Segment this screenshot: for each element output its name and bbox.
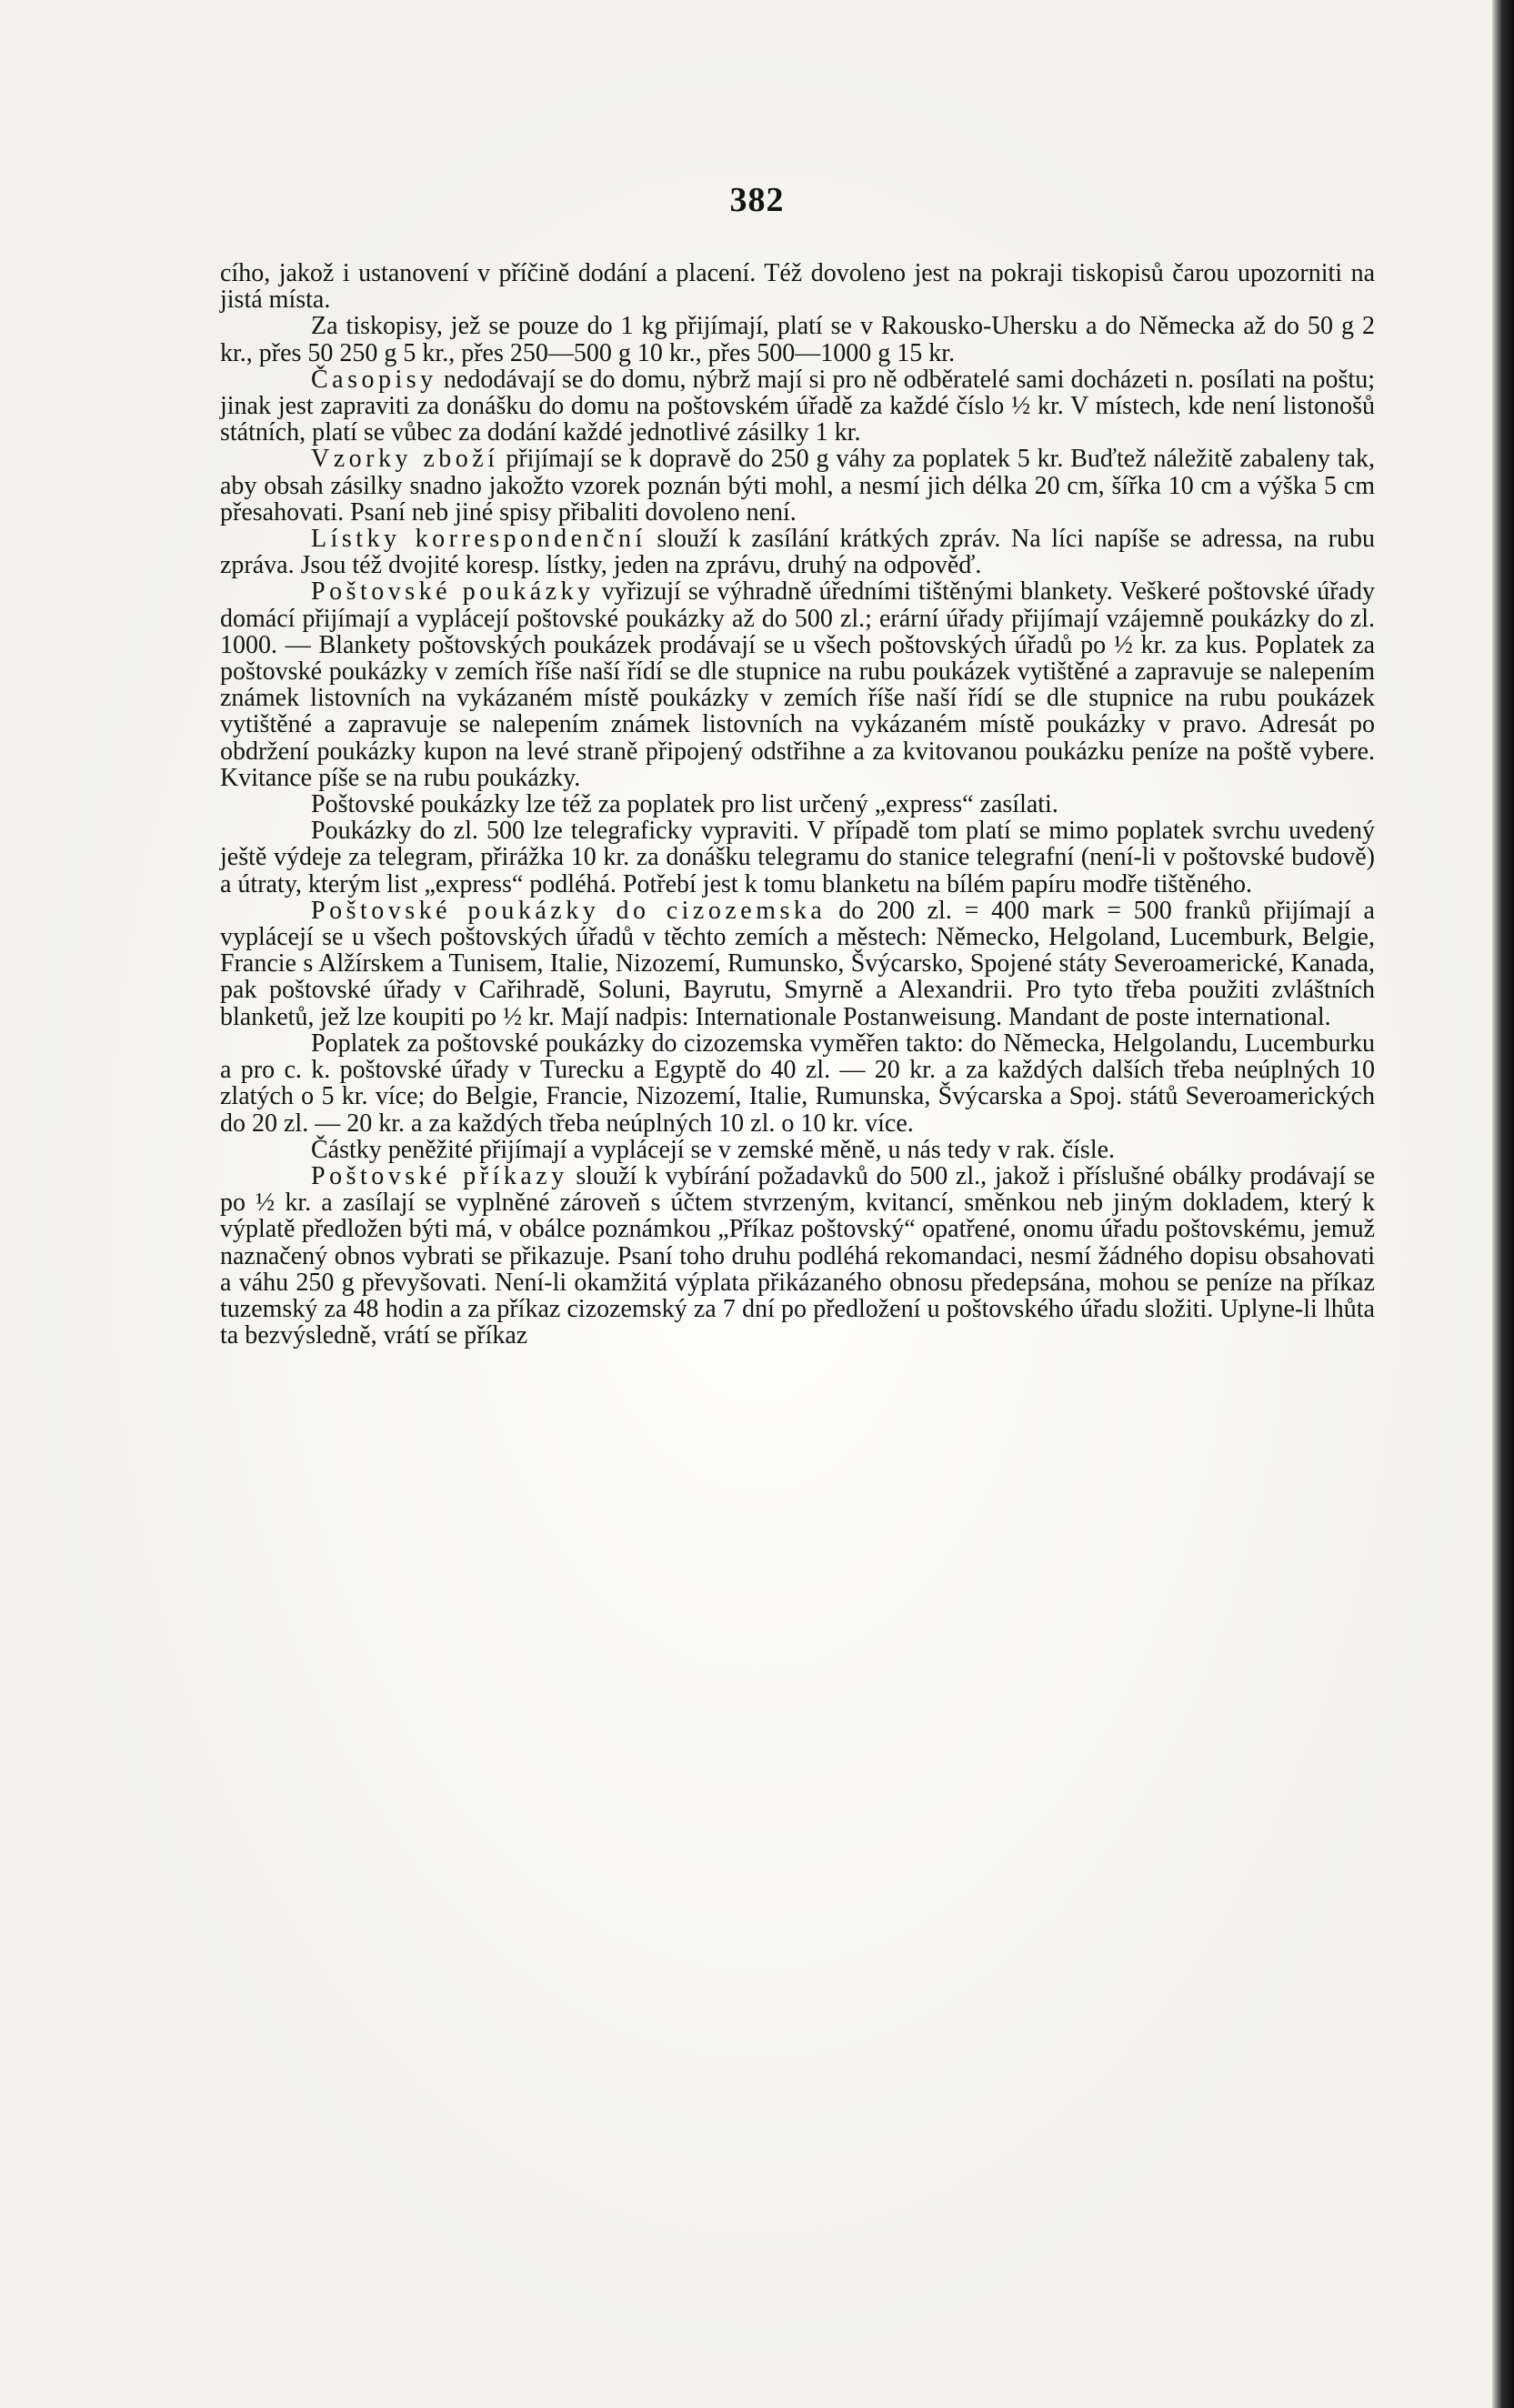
spaced-term: Lístky korrespondenční <box>311 525 647 554</box>
text-run: vyřizují se výhradně úředními tištěnými blankety. Veškeré poštovské úřady domácí přijímají a vyplácejí poštovské poukázky až do 500 zl.; erární úřady přijímají vzájemně poukázky do zl. 1000. — Blankety poštovských poukázek prodávají se u všech poštovských úřadů po ½ kr. za kus. Poplatek za poštovské poukázky v zemích říše naší řídí se dle stupnice na rubu poukázek vytištěné a zapravuje se nalepením známek listovních na vykázaném místě poukázky v zemích říše naší řídí se dle stupnice na rubu poukázek vytištěné a zapravuje se nalepením známek listovních na vykázaném místě poukázky v pravo. Adresát po obdržení poukázky kupon na levé straně připojený odstřihne a za kvitovanou poukázku peníze na poště vybere. Kvitance píše se na rubu poukázky. <box>220 577 1375 792</box>
text-run: Poukázky do zl. 500 lze telegraficky vypraviti. V případě tom platí se mimo poplatek svrchu uvedený ještě výdeje za telegram, přirážka 10 kr. za donášku telegramu do stanice telegrafní (není-li v poštovské budově) a útraty, kterým list „express“ podléhá. Potřebí jest k tomu blanketu na bílém papíru modře tištěného. <box>220 817 1375 898</box>
paragraph-poplatek-cizozemska <box>220 1030 1375 1137</box>
paragraph-tiskopisy-rates <box>220 313 1375 366</box>
paragraph-poukazky-cizozemska <box>220 898 1375 1030</box>
text-run: přijímají se k dopravě do 250 g váhy za poplatek 5 kr. Buďtež náležitě zabaleny tak, aby obsah zásilky snadno jakožto vzorek poznán býti mohl, a nesmí jich délka 20 cm, šířka 10 cm a výška 5 cm přesahovati. Psaní neb jiné spisy přibaliti dovoleno není. <box>220 445 1375 527</box>
text-run: slouží k vybírání požadavků do 500 zl., jakož i příslušné obálky prodávají se po ½ kr. a zasílají se vyplněné zároveň s účtem stvrzeným, kvitancí, směnkou neb jiným dokladem, který k výplatě předložen býti má, v obálce poznámkou „Příkaz poštovský“ opatřené, onomu úřadu poštovskému, jemuž naznačený obnos vybrati se přikazuje. Psaní toho druhu podléhá rekomandaci, nesmí žádného dopisu obsahovati a váhu 250 g převyšovati. Není-li okamžitá výplata přikázaného obnosu předepsána, mohou se peníze na příkaz tuzemský za 48 hodin a za příkaz cizozemský za 7 dní po předložení u poštovského úřadu složiti. Uplyne-li lhůta ta bezvýsledně, vrátí se příkaz <box>220 1161 1375 1350</box>
spaced-term: Časopisy <box>311 365 437 394</box>
text-run: cího, jakož i ustanovení v příčině dodání a placení. Též dovoleno jest na pokraji tiskopisů čarou upozorniti na jistá místa. <box>220 259 1375 315</box>
paragraph-vzorky-zbozi <box>220 446 1375 526</box>
paragraph-telegraficky <box>220 818 1375 898</box>
page-edge-shadow <box>1492 0 1514 2408</box>
paragraph-castky-penezite <box>220 1137 1375 1163</box>
text-run: Za tiskopisy, jež se pouze do 1 kg přijímají, platí se v Rakousko-Uhersku a do Německa až do 50 g 2 kr., přes 50 250 g 5 kr., přes 250—500 g 10 kr., přes 500—1000 g 15 kr. <box>220 312 1375 367</box>
text-run: Poštovské poukázky lze též za poplatek pro list určený „express“ zasílati. <box>311 790 1058 819</box>
spaced-term: Vzorky zboží <box>311 445 499 474</box>
page-number: 382 <box>729 181 785 219</box>
paragraph-postovske-prikazy <box>220 1163 1375 1349</box>
spaced-term: Poštovské poukázky do cizozemska <box>311 896 827 925</box>
paragraph-listky-korrespondencni <box>220 526 1375 578</box>
spaced-term: Poštovské příkazy <box>311 1161 568 1190</box>
paragraph-postovske-poukazky <box>220 578 1375 791</box>
spaced-term: Poštovské poukázky <box>311 577 595 607</box>
paragraph-tiskopisy-cont <box>220 260 1375 313</box>
text-run: slouží k zasílání krátkých zpráv. Na líci napíše se adressa, na rubu zpráva. Jsou též dvojité koresp. lístky, jeden na zprávu, druhý na odpověď. <box>220 525 1375 580</box>
paragraph-express <box>220 791 1375 818</box>
text-run: nedodávají se do domu, nýbrž mají si pro ně odběratelé sami docházeti n. posílati na poštu; jinak jest zapraviti za donášku do domu na poštovském úřadě za každé číslo ½ kr. V místech, kde není listonošů státních, platí se vůbec za dodání každé jednotlivé zásilky 1 kr. <box>220 365 1375 447</box>
paragraph-casopisy <box>220 366 1375 446</box>
text-run: do 200 zl. = 400 mark = 500 franků přijímají a vyplácejí se u všech poštovských úřadů v těchto zemích a městech: Německo, Helgoland, Lucemburk, Belgie, Francie s Alžírskem a Tunisem, Italie, Nizozemí, Rumunsko, Švýcarsko, Spojené státy Severoamerické, Kanada, pak poštovské úřady v Cařihradě, Soluni, Bayrutu, Smyrně a Alexandrii. Pro tyto třeba použiti zvláštních blanketů, jež lze koupiti po ½ kr. Mají nadpis: Internationale Postanweisung. Mandant de poste international. <box>220 896 1375 1031</box>
text-run: Poplatek za poštovské poukázky do cizozemska vyměřen takto: do Německa, Helgolandu, Lucemburku a pro c. k. poštovské úřady v Turecku a Egyptě do 40 zl. — 20 kr. a za každých dalších třeba neúplných 10 zlatých o 5 kr. více; do Belgie, Francie, Nizozemí, Italie, Rumunska, Švýcarska a Spoj. států Severoamerických do 20 zl. — 20 kr. a za každých třeba neúplných 10 zl. o 10 kr. více. <box>220 1028 1375 1138</box>
text-run: Částky peněžité přijímají a vyplácejí se v zemské měně, u nás tedy v rak. čísle. <box>311 1135 1116 1164</box>
body-text <box>220 260 1375 1349</box>
